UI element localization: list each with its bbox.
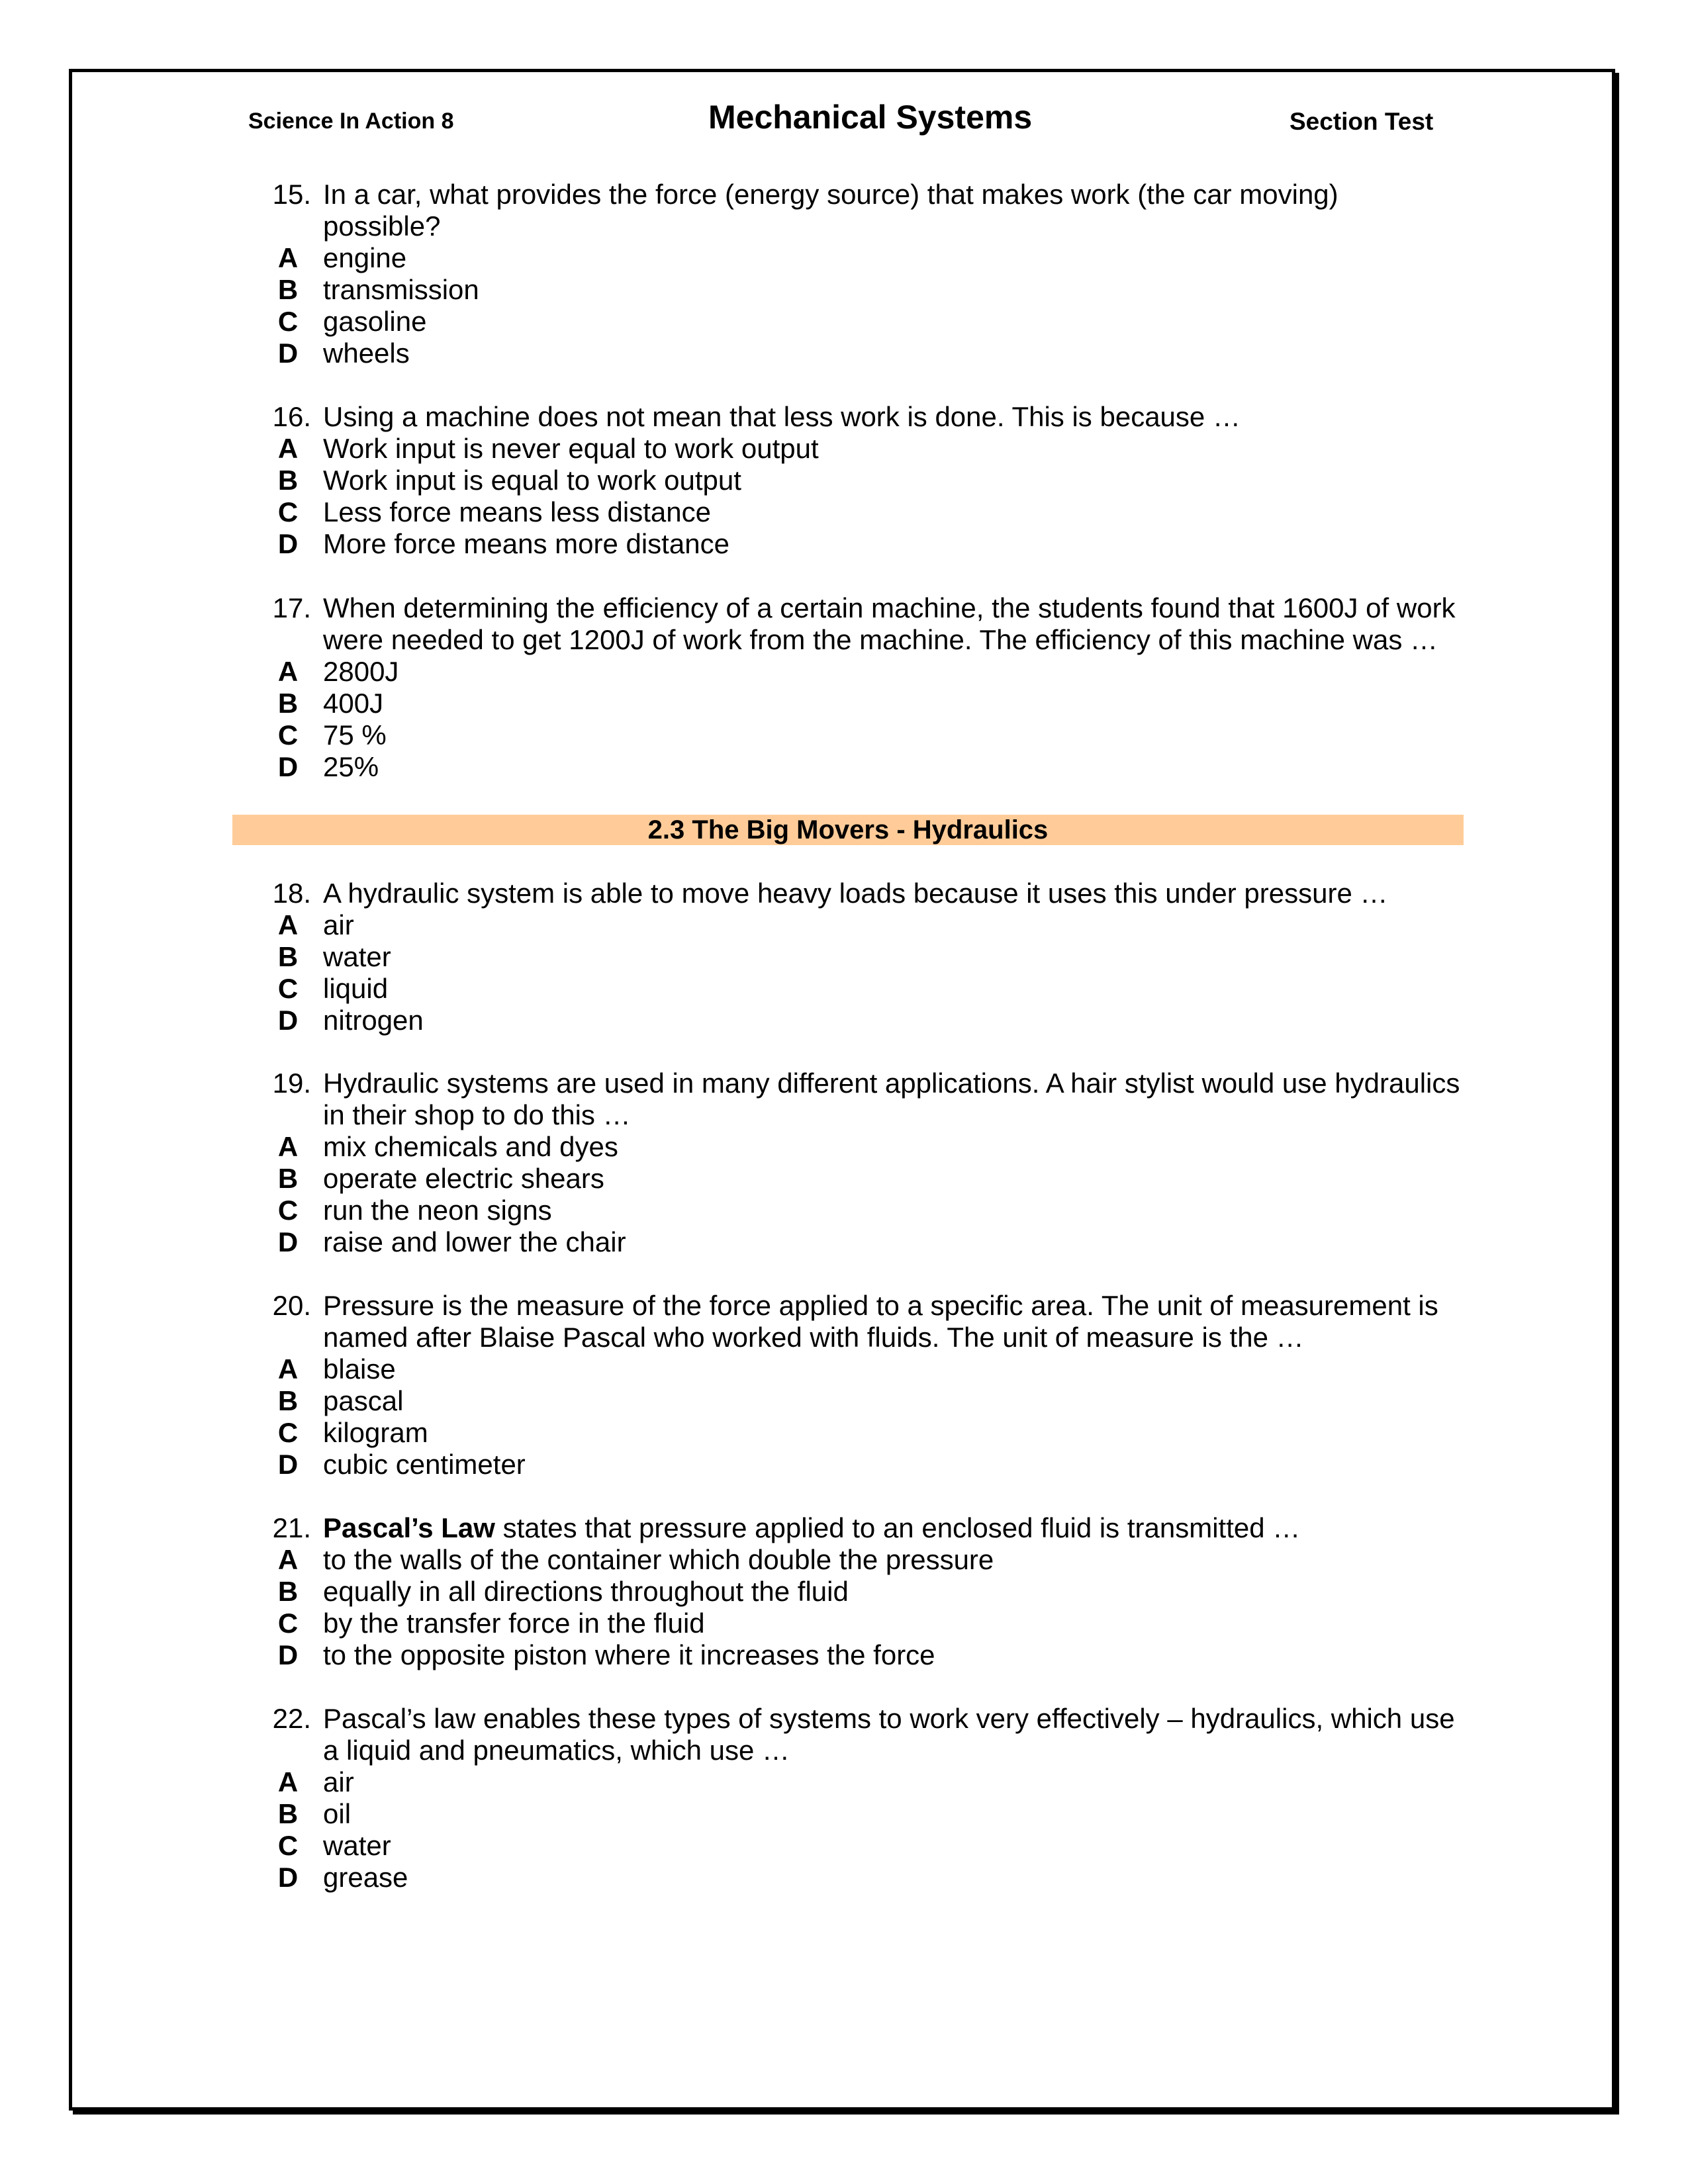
- question-text: When determining the efficiency of a certain machine, the students found that 1600J of work were needed to get 1200J of work from the machine. The efficiency of this machine was …: [323, 592, 1456, 655]
- choice-b[interactable]: B pascal: [277, 1385, 404, 1416]
- choice-c[interactable]: C kilogram: [277, 1417, 428, 1448]
- choice-a[interactable]: A to the walls of the container which double the pressure: [277, 1544, 994, 1575]
- choice-d[interactable]: D More force means more distance: [277, 528, 729, 559]
- question-number: 16.: [272, 401, 311, 432]
- question-text: Pressure is the measure of the force applied to a specific area. The unit of measurement is named after Blaise Pascal who worked with fluids. The unit of measure is the …: [323, 1290, 1438, 1353]
- question-number: 17.: [272, 592, 311, 623]
- question-18: [252, 878, 1463, 1036]
- choice-d[interactable]: D cubic centimeter: [277, 1449, 526, 1480]
- choice-c[interactable]: C 75 %: [277, 719, 387, 751]
- choice-d[interactable]: D grease: [277, 1862, 408, 1893]
- question-22: [252, 1703, 1463, 1893]
- choice-b[interactable]: B oil: [277, 1798, 352, 1829]
- question-number: 22.: [272, 1703, 311, 1734]
- choice-b[interactable]: B equally in all directions throughout the fluid: [277, 1576, 849, 1607]
- question-number: 21.: [272, 1512, 311, 1543]
- question-number: 18.: [272, 878, 311, 909]
- question-text: Pascal’s law enables these types of systems to work very effectively – hydraulics, which use a liquid and pneumatics, which use …: [323, 1703, 1455, 1766]
- choice-a[interactable]: A air: [277, 909, 354, 940]
- test-type: Section Test: [1289, 108, 1434, 135]
- choice-a[interactable]: A Work input is never equal to work output: [277, 433, 819, 464]
- choice-d[interactable]: D to the opposite piston where it increases the force: [277, 1639, 935, 1670]
- choice-a[interactable]: A engine: [277, 242, 407, 273]
- choice-d[interactable]: D raise and lower the chair: [277, 1226, 626, 1257]
- question-16: [252, 401, 1463, 560]
- choice-b[interactable]: B Work input is equal to work output: [277, 465, 741, 496]
- choice-a[interactable]: A mix chemicals and dyes: [277, 1131, 618, 1162]
- choice-b[interactable]: B operate electric shears: [277, 1163, 604, 1194]
- choice-c[interactable]: C liquid: [277, 973, 389, 1004]
- question-text: In a car, what provides the force (energy source) that makes work (the car moving) possible?: [323, 179, 1338, 242]
- question-text: Using a machine does not mean that less work is done. This is because …: [323, 401, 1241, 432]
- question-19: [252, 1068, 1463, 1258]
- choice-c[interactable]: C run the neon signs: [277, 1195, 552, 1226]
- choice-c[interactable]: C gasoline: [277, 306, 427, 337]
- choice-d[interactable]: D 25%: [277, 751, 379, 782]
- question-text: Hydraulic systems are used in many different applications. A hair stylist would use hydraulics in their shop to do this …: [323, 1068, 1460, 1130]
- choice-a[interactable]: A 2800J: [277, 656, 399, 687]
- choice-b[interactable]: B water: [277, 941, 391, 972]
- question-20: [252, 1290, 1463, 1480]
- question-number: 20.: [272, 1290, 311, 1321]
- question-21: [252, 1512, 1463, 1671]
- choice-b[interactable]: B 400J: [277, 688, 384, 719]
- page-title: Mechanical Systems: [708, 99, 1033, 136]
- choice-c[interactable]: C Less force means less distance: [277, 496, 711, 527]
- course-name: Science In Action 8: [248, 109, 454, 134]
- choice-c[interactable]: C water: [277, 1830, 391, 1861]
- choice-a[interactable]: A blaise: [277, 1353, 396, 1385]
- question-text: states that pressure applied to an enclosed fluid is transmitted …: [494, 1512, 1301, 1543]
- question-number: 15.: [272, 179, 311, 210]
- question-bold-term: Pascal’s Law: [323, 1512, 495, 1543]
- question-number: 19.: [272, 1068, 311, 1099]
- choice-c[interactable]: C by the transfer force in the fluid: [277, 1608, 705, 1639]
- choice-a[interactable]: A air: [277, 1766, 354, 1797]
- choice-d[interactable]: D nitrogen: [277, 1005, 424, 1036]
- choice-d[interactable]: D wheels: [277, 338, 410, 369]
- section-header: 2.3 The Big Movers - Hydraulics: [232, 815, 1464, 845]
- question-15: [252, 179, 1463, 369]
- choice-b[interactable]: B transmission: [277, 274, 479, 305]
- question-text: A hydraulic system is able to move heavy loads because it uses this under pressure …: [323, 878, 1388, 909]
- question-17: [252, 592, 1463, 783]
